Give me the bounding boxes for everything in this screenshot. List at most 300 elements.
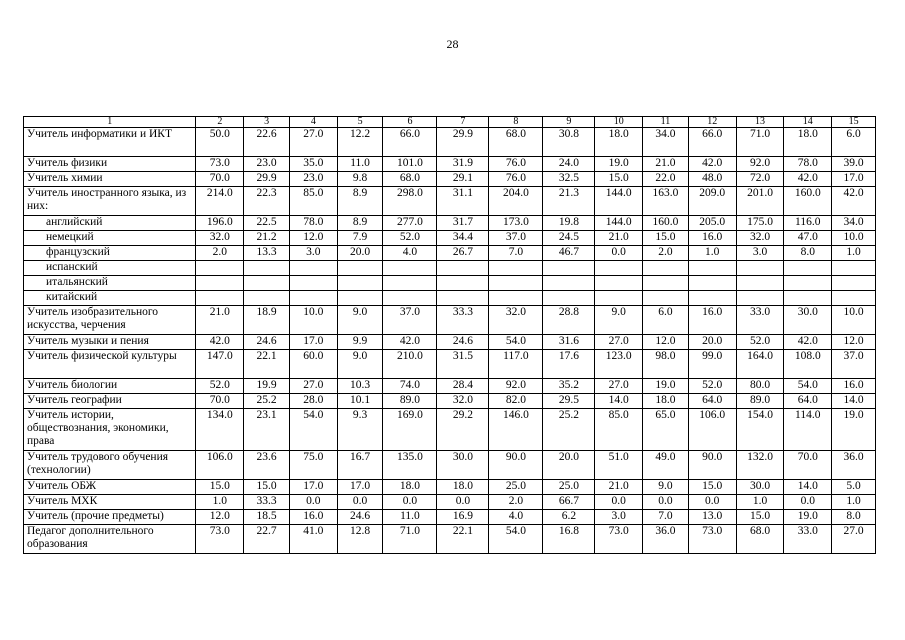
table-cell: 205.0 [688, 216, 736, 231]
table-cell: 54.0 [489, 525, 543, 554]
table-cell: 15.0 [196, 480, 244, 495]
table-cell: 16.9 [437, 510, 489, 525]
table-cell: 15.0 [595, 172, 643, 187]
table-cell: 35.2 [543, 379, 595, 394]
table-cell: 82.0 [489, 394, 543, 409]
table-cell: 116.0 [784, 216, 832, 231]
table-cell: 0.0 [383, 495, 437, 510]
table-row [24, 128, 876, 157]
row-label: Учитель биологии [24, 379, 196, 394]
table-cell [196, 261, 244, 276]
table-cell: 9.8 [337, 172, 383, 187]
table-cell: 50.0 [196, 128, 244, 157]
table-cell: 14.0 [784, 480, 832, 495]
table-cell: 26.7 [437, 246, 489, 261]
table-cell: 0.0 [437, 495, 489, 510]
table-cell: 15.0 [688, 480, 736, 495]
row-label: Учитель иностранного языка, из них: [24, 187, 196, 216]
table-cell: 73.0 [196, 525, 244, 554]
row-label: Учитель изобразительного искусства, черчения [24, 306, 196, 335]
table-cell: 204.0 [489, 187, 543, 216]
table-cell [643, 291, 689, 306]
table-cell: 72.0 [736, 172, 784, 187]
table-cell: 92.0 [736, 157, 784, 172]
table-cell: 7.0 [489, 246, 543, 261]
table-cell: 33.3 [244, 495, 290, 510]
column-header: 3 [244, 117, 290, 128]
table-cell [784, 276, 832, 291]
table-cell: 49.0 [643, 451, 689, 480]
table-cell: 66.7 [543, 495, 595, 510]
row-label: немецкий [24, 231, 196, 246]
table-cell: 42.0 [784, 172, 832, 187]
table-row [24, 246, 876, 261]
table-cell: 70.0 [784, 451, 832, 480]
table-cell: 39.0 [832, 157, 876, 172]
table-cell: 42.0 [832, 187, 876, 216]
table-cell: 22.7 [244, 525, 290, 554]
table-cell: 16.0 [289, 510, 337, 525]
table-cell [688, 276, 736, 291]
column-header: 6 [383, 117, 437, 128]
table-cell: 277.0 [383, 216, 437, 231]
table-cell [383, 291, 437, 306]
table-cell: 73.0 [196, 157, 244, 172]
table-cell: 71.0 [736, 128, 784, 157]
table-cell: 12.2 [337, 128, 383, 157]
table-cell: 52.0 [383, 231, 437, 246]
column-header: 11 [643, 117, 689, 128]
table-cell: 37.0 [832, 350, 876, 379]
table-cell [337, 261, 383, 276]
table-cell: 2.0 [196, 246, 244, 261]
table-cell: 22.3 [244, 187, 290, 216]
table-cell [832, 261, 876, 276]
table-row [24, 172, 876, 187]
table-row [24, 480, 876, 495]
table-row [24, 231, 876, 246]
table-cell: 17.0 [289, 480, 337, 495]
table-cell: 27.0 [289, 379, 337, 394]
table-cell: 22.1 [437, 525, 489, 554]
table-cell: 173.0 [489, 216, 543, 231]
table-cell [244, 276, 290, 291]
table-cell: 70.0 [196, 394, 244, 409]
table-cell: 19.0 [832, 409, 876, 451]
table-cell: 41.0 [289, 525, 337, 554]
table-cell: 12.0 [289, 231, 337, 246]
table-cell: 19.0 [784, 510, 832, 525]
table-cell: 160.0 [784, 187, 832, 216]
table-cell [595, 291, 643, 306]
table-cell: 20.0 [337, 246, 383, 261]
data-table [23, 116, 876, 554]
table-cell: 54.0 [784, 379, 832, 394]
column-header: 10 [595, 117, 643, 128]
row-label: Учитель физики [24, 157, 196, 172]
table-cell: 5.0 [832, 480, 876, 495]
table-cell: 10.0 [832, 231, 876, 246]
table-cell: 17.0 [832, 172, 876, 187]
table-cell: 24.5 [543, 231, 595, 246]
table-cell: 135.0 [383, 451, 437, 480]
table-row [24, 525, 876, 554]
table-cell: 29.1 [437, 172, 489, 187]
table-cell: 16.0 [688, 306, 736, 335]
table-cell: 74.0 [383, 379, 437, 394]
table-cell: 71.0 [383, 525, 437, 554]
table-cell: 28.0 [289, 394, 337, 409]
table-cell: 14.0 [595, 394, 643, 409]
table-cell: 6.2 [543, 510, 595, 525]
table-cell: 106.0 [196, 451, 244, 480]
table-cell: 12.0 [643, 335, 689, 350]
table-cell [643, 261, 689, 276]
table-cell: 22.0 [643, 172, 689, 187]
table-cell: 134.0 [196, 409, 244, 451]
table-cell: 31.9 [437, 157, 489, 172]
table-cell [289, 276, 337, 291]
table-cell: 52.0 [736, 335, 784, 350]
row-label: Учитель трудового обучения (технологии) [24, 451, 196, 480]
table-cell: 298.0 [383, 187, 437, 216]
table-cell: 18.5 [244, 510, 290, 525]
table-cell: 18.0 [437, 480, 489, 495]
row-label: французский [24, 246, 196, 261]
table-cell: 144.0 [595, 216, 643, 231]
table-cell: 17.0 [337, 480, 383, 495]
table-cell: 8.9 [337, 216, 383, 231]
column-header: 9 [543, 117, 595, 128]
table-row [24, 187, 876, 216]
column-header: 2 [196, 117, 244, 128]
table-cell: 132.0 [736, 451, 784, 480]
table-cell: 18.9 [244, 306, 290, 335]
table-cell: 1.0 [736, 495, 784, 510]
table-cell: 32.0 [196, 231, 244, 246]
table-cell: 27.0 [832, 525, 876, 554]
table-cell: 27.0 [595, 379, 643, 394]
table-cell: 1.0 [832, 246, 876, 261]
table-cell: 22.5 [244, 216, 290, 231]
table-cell: 37.0 [489, 231, 543, 246]
table-cell: 23.6 [244, 451, 290, 480]
table-cell [489, 276, 543, 291]
table-cell [595, 276, 643, 291]
table-cell: 47.0 [784, 231, 832, 246]
table-cell: 163.0 [643, 187, 689, 216]
table-cell: 23.0 [244, 157, 290, 172]
row-label: китайский [24, 291, 196, 306]
table-cell [595, 261, 643, 276]
table-cell: 147.0 [196, 350, 244, 379]
table-cell: 17.6 [543, 350, 595, 379]
row-label: Учитель физической культуры [24, 350, 196, 379]
column-number-row [24, 117, 876, 128]
table-cell: 19.0 [643, 379, 689, 394]
table-cell: 214.0 [196, 187, 244, 216]
table-cell: 37.0 [383, 306, 437, 335]
table-cell: 22.6 [244, 128, 290, 157]
table-cell: 8.0 [832, 510, 876, 525]
table-cell: 32.5 [543, 172, 595, 187]
table-cell: 21.0 [595, 231, 643, 246]
table-cell: 11.0 [337, 157, 383, 172]
table-cell: 6.0 [832, 128, 876, 157]
row-label: испанский [24, 261, 196, 276]
table-cell: 4.0 [383, 246, 437, 261]
table-cell: 18.0 [784, 128, 832, 157]
table-row [24, 335, 876, 350]
table-cell: 24.0 [543, 157, 595, 172]
table-cell: 85.0 [289, 187, 337, 216]
table-cell: 0.0 [289, 495, 337, 510]
table-cell: 28.8 [543, 306, 595, 335]
table-cell: 22.1 [244, 350, 290, 379]
table-cell [244, 261, 290, 276]
table-cell: 78.0 [289, 216, 337, 231]
table-cell: 52.0 [196, 379, 244, 394]
table-cell: 4.0 [489, 510, 543, 525]
table-cell: 9.9 [337, 335, 383, 350]
table-cell: 23.1 [244, 409, 290, 451]
table-cell [784, 291, 832, 306]
column-header: 14 [784, 117, 832, 128]
table-cell [383, 276, 437, 291]
column-header: 15 [832, 117, 876, 128]
table-cell: 27.0 [595, 335, 643, 350]
table-row [24, 409, 876, 451]
table-cell: 98.0 [643, 350, 689, 379]
table-cell: 108.0 [784, 350, 832, 379]
table-cell: 34.0 [643, 128, 689, 157]
table-cell [196, 276, 244, 291]
table-cell: 9.0 [643, 480, 689, 495]
table-cell: 11.0 [383, 510, 437, 525]
table-cell: 54.0 [489, 335, 543, 350]
table-cell [437, 276, 489, 291]
table-cell: 16.7 [337, 451, 383, 480]
table-row [24, 276, 876, 291]
column-header: 5 [337, 117, 383, 128]
table-row [24, 451, 876, 480]
table-cell: 90.0 [489, 451, 543, 480]
table-cell: 99.0 [688, 350, 736, 379]
table-cell: 2.0 [643, 246, 689, 261]
table-cell: 160.0 [643, 216, 689, 231]
row-label: Учитель МХК [24, 495, 196, 510]
table-cell: 8.0 [784, 246, 832, 261]
table-cell [736, 261, 784, 276]
table-cell: 23.0 [289, 172, 337, 187]
table-cell: 1.0 [832, 495, 876, 510]
table-cell: 117.0 [489, 350, 543, 379]
table-cell: 70.0 [196, 172, 244, 187]
table-cell: 65.0 [643, 409, 689, 451]
table-cell: 68.0 [489, 128, 543, 157]
row-label: Учитель (прочие предметы) [24, 510, 196, 525]
table-cell: 36.0 [643, 525, 689, 554]
table-cell: 80.0 [736, 379, 784, 394]
table-cell: 42.0 [688, 157, 736, 172]
table-cell: 10.1 [337, 394, 383, 409]
table-cell [643, 276, 689, 291]
table-cell: 101.0 [383, 157, 437, 172]
column-header: 12 [688, 117, 736, 128]
table-cell [437, 261, 489, 276]
table-row [24, 510, 876, 525]
table-cell: 9.0 [337, 350, 383, 379]
row-label: Учитель химии [24, 172, 196, 187]
table-cell [489, 291, 543, 306]
table-cell: 3.0 [289, 246, 337, 261]
table-cell [289, 291, 337, 306]
row-label: Учитель музыки и пения [24, 335, 196, 350]
table-cell: 25.2 [543, 409, 595, 451]
table-cell: 19.8 [543, 216, 595, 231]
table-cell: 31.6 [543, 335, 595, 350]
table-cell [543, 291, 595, 306]
table-cell: 42.0 [196, 335, 244, 350]
table-cell: 154.0 [736, 409, 784, 451]
table-cell: 10.0 [832, 306, 876, 335]
table-cell: 68.0 [736, 525, 784, 554]
table-cell: 89.0 [736, 394, 784, 409]
table-cell: 54.0 [289, 409, 337, 451]
row-label: английский [24, 216, 196, 231]
table-cell [337, 276, 383, 291]
table-cell: 75.0 [289, 451, 337, 480]
table-cell: 29.9 [244, 172, 290, 187]
table-cell: 34.0 [832, 216, 876, 231]
table-cell: 64.0 [688, 394, 736, 409]
table-cell: 66.0 [688, 128, 736, 157]
table-cell: 73.0 [688, 525, 736, 554]
table-cell [543, 261, 595, 276]
table-cell: 29.9 [437, 128, 489, 157]
table-cell: 33.0 [784, 525, 832, 554]
table-row [24, 261, 876, 276]
table-cell [784, 261, 832, 276]
table-row [24, 350, 876, 379]
table-row [24, 394, 876, 409]
table-cell: 16.0 [688, 231, 736, 246]
table-cell: 9.0 [595, 306, 643, 335]
table-cell: 32.0 [736, 231, 784, 246]
table-cell [196, 291, 244, 306]
table-cell: 9.3 [337, 409, 383, 451]
table-cell: 1.0 [196, 495, 244, 510]
table-cell: 14.0 [832, 394, 876, 409]
table-cell [736, 291, 784, 306]
table-cell: 30.0 [784, 306, 832, 335]
column-header: 8 [489, 117, 543, 128]
table-cell: 20.0 [688, 335, 736, 350]
table-cell: 3.0 [736, 246, 784, 261]
table-cell [832, 291, 876, 306]
table-cell: 0.0 [337, 495, 383, 510]
column-header: 7 [437, 117, 489, 128]
table-cell: 1.0 [688, 246, 736, 261]
table-cell: 0.0 [595, 246, 643, 261]
table-cell: 30.0 [437, 451, 489, 480]
table-cell: 8.9 [337, 187, 383, 216]
table-cell: 0.0 [595, 495, 643, 510]
table-cell: 31.1 [437, 187, 489, 216]
table-body [24, 128, 876, 554]
table-cell: 12.8 [337, 525, 383, 554]
table-cell: 114.0 [784, 409, 832, 451]
table-cell: 33.3 [437, 306, 489, 335]
table-cell: 146.0 [489, 409, 543, 451]
row-label: Педагог дополнительного образования [24, 525, 196, 554]
table-cell: 0.0 [688, 495, 736, 510]
row-label: Учитель информатики и ИКТ [24, 128, 196, 157]
table-cell: 210.0 [383, 350, 437, 379]
table-cell: 21.0 [196, 306, 244, 335]
table-cell: 29.5 [543, 394, 595, 409]
table-cell [832, 276, 876, 291]
table-cell: 92.0 [489, 379, 543, 394]
table-cell: 31.7 [437, 216, 489, 231]
table-cell: 28.4 [437, 379, 489, 394]
table-cell: 19.0 [595, 157, 643, 172]
table-cell: 15.0 [643, 231, 689, 246]
table-cell: 18.0 [643, 394, 689, 409]
column-header: 4 [289, 117, 337, 128]
table-cell: 0.0 [643, 495, 689, 510]
table-cell: 27.0 [289, 128, 337, 157]
table-cell: 46.7 [543, 246, 595, 261]
table-cell: 209.0 [688, 187, 736, 216]
table-cell: 21.3 [543, 187, 595, 216]
table-cell [736, 276, 784, 291]
table-cell: 76.0 [489, 157, 543, 172]
column-header: 1 [24, 117, 196, 128]
table-cell: 3.0 [595, 510, 643, 525]
table-row [24, 495, 876, 510]
table-cell: 31.5 [437, 350, 489, 379]
table-header [24, 117, 876, 128]
table-cell: 20.0 [543, 451, 595, 480]
table-cell: 17.0 [289, 335, 337, 350]
table-cell: 201.0 [736, 187, 784, 216]
table-cell: 34.4 [437, 231, 489, 246]
table-cell: 24.6 [244, 335, 290, 350]
table-cell: 2.0 [489, 495, 543, 510]
table-cell: 76.0 [489, 172, 543, 187]
table-cell: 52.0 [688, 379, 736, 394]
table-cell: 68.0 [383, 172, 437, 187]
table-cell: 25.2 [244, 394, 290, 409]
table-cell: 144.0 [595, 187, 643, 216]
table-cell: 21.2 [244, 231, 290, 246]
table-cell: 25.0 [489, 480, 543, 495]
table-cell: 21.0 [643, 157, 689, 172]
table-cell: 89.0 [383, 394, 437, 409]
table-cell: 10.3 [337, 379, 383, 394]
table-cell [289, 261, 337, 276]
table-row [24, 379, 876, 394]
table-cell: 66.0 [383, 128, 437, 157]
table-cell: 29.2 [437, 409, 489, 451]
table-cell: 36.0 [832, 451, 876, 480]
table-cell: 90.0 [688, 451, 736, 480]
table-row [24, 157, 876, 172]
table-cell: 51.0 [595, 451, 643, 480]
table-cell [688, 261, 736, 276]
table-cell: 85.0 [595, 409, 643, 451]
